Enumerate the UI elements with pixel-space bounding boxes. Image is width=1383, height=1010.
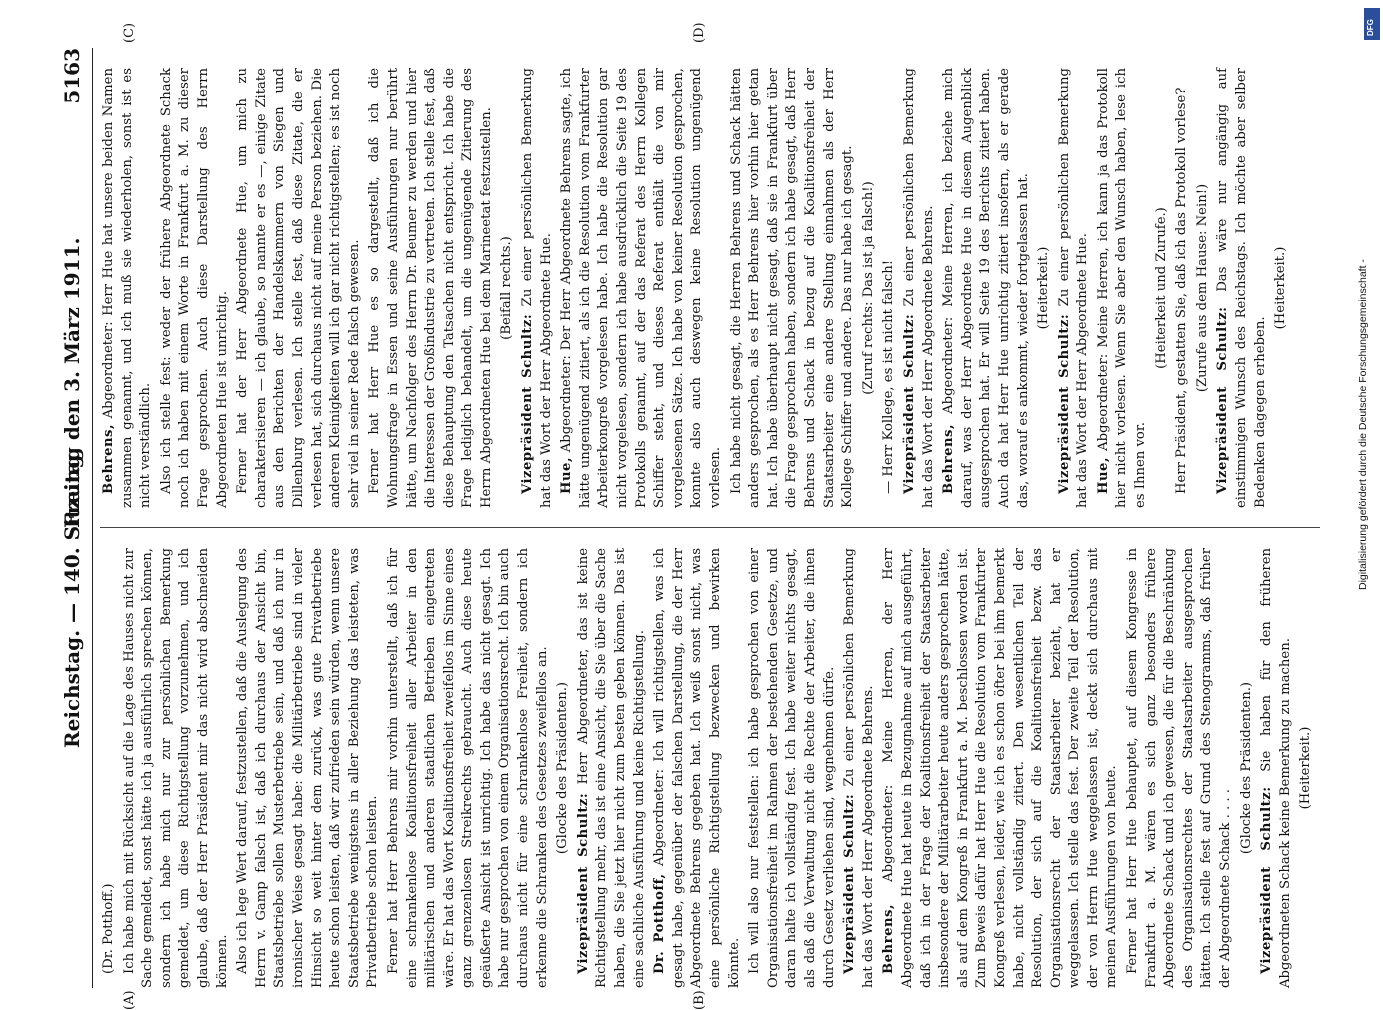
paragraph-text: Ferner hat der Herr Abgeordnete Hue, um mich zu charakterisieren — ich glaube, so nannte er es —, einige Zitate aus den Berichten der Handelskammern von Siegen und Dillenburg verlesen. Ich stelle fest, daß diese Zitate, die er verlesen hat, sich durchaus nicht auf meine Person beziehen. Die anderen Kleinigkeiten will ich gar nicht richtigstellen; es ist noch sehr viel in seiner Rede falsch gewesen.	[235, 68, 362, 508]
paragraph	[575, 548, 649, 988]
page-header	[52, 48, 92, 988]
paragraph-text: (Heiterkeit.)	[1036, 246, 1052, 330]
paragraph-text: (Zuruf rechts: Das ist ja falsch!)	[860, 181, 876, 395]
speaker-name: Hue,	[559, 456, 575, 494]
paragraph-text: Herr Präsident, gestatten Sie, daß ich das Protokoll vorlese?	[1174, 87, 1190, 494]
margin-marker-c: (C)	[122, 22, 137, 43]
paragraph	[100, 548, 119, 988]
dfg-logo-text: DFG	[1366, 19, 1375, 36]
paragraph	[651, 548, 744, 988]
paragraph	[746, 548, 839, 988]
digitization-note-text: Digitalisierung gefördert durch die Deutsche Forschungsgemeinschaft -	[1357, 259, 1369, 590]
paragraph-text: Abgeordneter: Meine Herren, ich kann ja das Protokoll hier nicht vorlesen. Wenn Sie aber den Wunsch haben, lese ich es Ihnen vor.	[1095, 68, 1149, 508]
paragraph-text: Ich habe mich mit Rücksicht auf die Lage des Hauses nicht zur Sache gemeldet, sonst hätte ich ja ausführlich sprechen können, sondern ich habe mich nur zur persönlichen Bemerkung gemeldet, um diese Richtigstellung vorzunehmen, und ich glaube, daß der Herr Präsident mir das nicht wird abschneiden können.	[121, 548, 230, 988]
rotated-page-content	[52, 22, 1352, 1010]
paragraph-text: Also ich stelle fest: weder der frühere Abgeordnete Schack noch ich haben mit einem Worte in Frankfurt a. M. zu dieser Frage gesprochen. Auch diese Darstellung des Herrn Abgeordneten Hue ist unrichtig.	[158, 68, 230, 508]
stage-direction	[1035, 68, 1054, 508]
speaker-name: Vizepräsident Schultz:	[520, 313, 536, 494]
right-column	[100, 68, 1340, 508]
paragraph-text: Abgeordneter: Meine Herren, der Herr Abgeordnete Hue hat heute in Bezugnahme auf mich ausgeführt, daß ich in der Frage der Koalitionsfreiheit der Staatsarbeiter insbesondere der Militärarbeiter heute anders gesprochen hätte, als auf dem Kongreß in Frankfurt a. M. beschlossen worden ist. Zum Beweis dafür hat Herr Hue die Resolution vom Frankfurter Kongreß verlesen, leider, wie ich es schon öfter bei ihm bemerkt habe, nicht vollständig zitiert. Den wesentlichen Teil der Resolution, der sich auf die Koalitionsfreiheit bezw. das Organisationsrecht der Staatsarbeiter bezieht, hat er weggelassen. Ich stelle das fest. Der zweite Teil der Resolution, der von Herrn Hue weggelassen ist, deckt sich durchaus mit meinen Ausführungen von heute.	[881, 548, 1120, 988]
margin-marker-d: (D)	[692, 22, 707, 43]
paragraph-text: (Heiterkeit.)	[1298, 726, 1314, 810]
header-session: Reichstag. — 140. Sitzung.	[60, 447, 84, 748]
stage-direction	[860, 68, 879, 508]
speaker-name: Hue,	[1095, 456, 1111, 494]
paragraph	[880, 68, 899, 508]
paragraph	[234, 68, 364, 508]
paragraph	[158, 68, 232, 508]
paragraph-text: Herr Abgeordneter, das ist keine Richtigstellung mehr, das ist eine Ansicht, die Sie über die Sache haben, die Sie jetzt hier nicht zum besten geben können. Das ist eine sachliche Ausführung und keine Richtigstellung.	[575, 548, 647, 988]
paragraph-text: Zu einer persönlichen Bemerkung hat das Wort der Herr Abgeordnete Behrens.	[901, 68, 936, 508]
paragraph	[1056, 68, 1093, 508]
speaker-name: Vizepräsident Schultz:	[1215, 306, 1231, 494]
stage-direction	[1297, 548, 1316, 988]
paragraph-text: Ich will also nur feststellen: ich habe gesprochen von einer Organisationsfreiheit im Rahmen der bestehenden Gesetze, und daran halte ich vollständig fest. Ich habe weiter nichts gesagt, als daß die Verwaltung nicht die Rechte der Arbeiter, die ihnen durch Gesetz verliehen sind, wegnehmen dürfe.	[747, 548, 837, 988]
paragraph	[385, 548, 552, 988]
paragraph	[1173, 68, 1192, 508]
paragraph	[366, 68, 496, 508]
paragraph	[1095, 68, 1151, 508]
digitization-note	[1357, 50, 1377, 590]
paragraph-text: Zu einer persönlichen Bemerkung hat das Wort der Herr Abgeordnete Hue.	[520, 68, 554, 508]
dfg-logo	[1364, 8, 1380, 40]
paragraph-text: (Dr. Potthoff.)	[101, 883, 116, 974]
paragraph	[901, 68, 938, 508]
paragraph-text: (Heiterkeit.)	[1273, 246, 1289, 330]
paragraph-text: (Glocke des Präsidenten.)	[1238, 681, 1254, 855]
paragraph-text: (Beifall rechts.)	[499, 236, 515, 340]
paragraph	[841, 548, 878, 988]
paragraph-text: Abgeordneter: Herr Hue hat unsere beiden Namen zusammen genannt, und ich muß sie wiederholen, sonst ist es nicht verständlich.	[101, 68, 154, 508]
paragraph	[1258, 548, 1295, 988]
paragraph-text: Sie haben für den früheren Abgeordneten Schack keine Bemerkung zu machen.	[1259, 547, 1293, 988]
paragraph	[880, 548, 1122, 988]
speaker-name: Behrens,	[941, 423, 957, 494]
paragraph-text: Das wäre nur angängig auf einstimmigen Wunsch des Reichstags. Ich möchte aber selber Bedenken dagegen erheben.	[1215, 67, 1268, 508]
speaker-name: Behrens,	[881, 903, 897, 974]
speaker-name: Dr. Potthoff,	[652, 873, 668, 974]
paragraph	[100, 68, 156, 508]
paragraph-text: Zu einer persönlichen Bemerkung hat das Wort der Herr Abgeordnete Hue.	[1056, 68, 1091, 508]
paragraph	[1124, 548, 1236, 988]
paragraph-text: Ferner hat Herr Hue behauptet, auf diesem Kongresse in Frankfurt a. M. wären es sich ganz besonders frühere Abgeordnete Schack und ich gewesen, die für die Beschränkung des Organisationsrechtes der Staatsarbeiter ausgesprochen hätten. Ich stelle fest auf Grund des Stenogramms, daß früher der Abgeordnete Schack . . . .	[1125, 548, 1234, 988]
paragraph	[519, 68, 556, 508]
paragraph-text: Abgeordneter: Ich will richtigstellen, was ich gesagt habe, gegenüber der falschen Darstellung, die der Herr Abgeordnete Behrens gegeben hat. Ich weiß sonst nicht, was eine persönliche Richtigstellung bezwecken und bewirken könnte.	[652, 548, 742, 988]
speaker-name: Vizepräsident Schultz:	[575, 792, 591, 974]
paragraph	[940, 68, 1033, 508]
paragraph-text: Zu einer persönlichen Bemerkung hat das Wort der Herr Abgeordnete Behrens.	[842, 548, 876, 988]
paragraph-text: Also ich lege Wert darauf, festzustellen, daß die Auslegung des Herrn v. Gamp falsch ist, daß ich durchaus der Ansicht bin, Staatsbetriebe sollen Musterbetriebe sein, und daß ich nur in ironischer Weise gesagt habe: die Militärbetriebe sind in vieler Hinsicht so weit hinter dem zurück, was gute Privatbetriebe heute schon leisten, daß wir zufrieden sein würden, wenn unsere Staatsbetriebe wenigstens in aller Beziehung das leisteten, was Privatbetriebe schon leisten.	[235, 548, 381, 988]
speaker-name: Vizepräsident Schultz:	[901, 313, 917, 494]
left-column	[100, 548, 1340, 988]
paragraph	[121, 548, 233, 988]
paragraph-text: Ich habe nicht gesagt, die Herren Behrens und Schack hätten anders gesprochen, als es Herr Behrens hier vorhin hier getan hat. Ich habe überhaupt nicht gesagt, daß sie in Frankfurt über die Frage gesprochen haben, sondern ich habe gesagt, daß Herr Behrens und Schack in bezug auf die Koalitionsfreiheit der Staatsarbeiter eine andere Stellung einnahmen als der Herr Kollege Schiffer und andere. Das nur habe ich gesagt.	[728, 68, 856, 508]
speaker-name: Behrens,	[101, 423, 116, 494]
paragraph	[558, 68, 725, 508]
paragraph-text: Ferner hat Herr Hue es so dargestellt, daß ich die Wohnungsfrage in Essen und seine Ausführungen nur berührt hätte, um Nachfolger des Herrn Dr. Beumer zu werden und hier die Interessen der Großindustrie zu vertreten. Ich stelle fest, daß diese Behauptung den Tatsachen nicht entspricht. Ich habe die Frage lediglich behandelt, um die ungenügende Zitierung des Herrn Abgeordneten Hue bei dem Marineetat festzustellen.	[367, 68, 494, 508]
header-date: Freitag den 3. März 1911.	[60, 237, 84, 528]
paragraph-text: Ferner hat Herr Behrens mir vorhin unterstellt, daß ich für eine schrankenlose Koalitionsfreiheit aller Arbeiter in den militärischen und anderen staatlichen Betrieben eingetreten wäre. Er hat das Wort Koalitionsfreiheit zweifellos im Sinne eines ganz grenzenlosen Streikrechts gebraucht. Auch diese heute geäußerte Ansicht ist unrichtig. Ich habe das nicht gesagt. Ich habe nur gesprochen von einem Organisationsrecht. Ich bin auch durchaus nicht für eine schrankenlose Freiheit, sondern ich erkenne die Schranken des Gesetzes zweifellos an.	[385, 548, 550, 988]
column-divider	[100, 527, 1320, 528]
speaker-name: Vizepräsident Schultz:	[1056, 313, 1072, 494]
paragraph-text: (Heiterkeit und Zurufe.)	[1153, 207, 1169, 369]
paragraph-text: (Zurufe aus dem Hause: Nein!)	[1194, 183, 1210, 393]
speaker-name: Vizepräsident Schultz:	[1259, 786, 1275, 974]
stage-direction	[1272, 68, 1291, 508]
paragraph	[1214, 68, 1270, 508]
page-number: 5163	[60, 48, 84, 104]
header-rule	[92, 48, 93, 988]
stage-direction	[1153, 68, 1172, 508]
stage-direction	[554, 548, 573, 988]
stage-direction	[498, 68, 517, 508]
stage-direction	[1238, 548, 1257, 988]
speaker-name: Vizepräsident Schultz:	[842, 793, 858, 974]
paragraph-text: Abgeordneter: Der Herr Abgeordnete Behrens sagte, ich hätte ungenügend zitiert, als ich die Resolution vom Frankfurter Arbeiterkongreß vorgelesen habe. Ich habe die Resolution gar nicht vorgelesen, sondern ich habe ausdrücklich die Seite 19 des Protokolls genannt, auf der das Referat des Herrn Kollegen Schiffer steht, und dieses Referat enthält die von mir vorgelesenen Sätze. Ich habe von keiner Resolution gesprochen, konnte also auch deswegen keine Resolution ungenügend vorlesen.	[559, 68, 723, 508]
paragraph-text: (Glocke des Präsidenten.)	[555, 681, 571, 855]
paragraph	[234, 548, 383, 988]
paragraph-text: Abgeordneter: Meine Herren, ich beziehe mich darauf, was der Herr Abgeordnete Hue in diesem Augenblick ausgesprochen hat. Er will Seite 19 des Berichts zitiert haben. Auch da hat Herr Hue unrichtig zitiert insofern, als er gerade das, worauf es ankommt, wieder fortgelassen hat.	[941, 68, 1031, 508]
paragraph-text: — Herr Kollege, es ist nicht falsch!	[881, 259, 897, 494]
margin-marker-a: (A)	[122, 990, 137, 1010]
stage-direction	[1194, 68, 1213, 508]
paragraph	[728, 68, 858, 508]
margin-marker-b: (B)	[692, 990, 707, 1010]
